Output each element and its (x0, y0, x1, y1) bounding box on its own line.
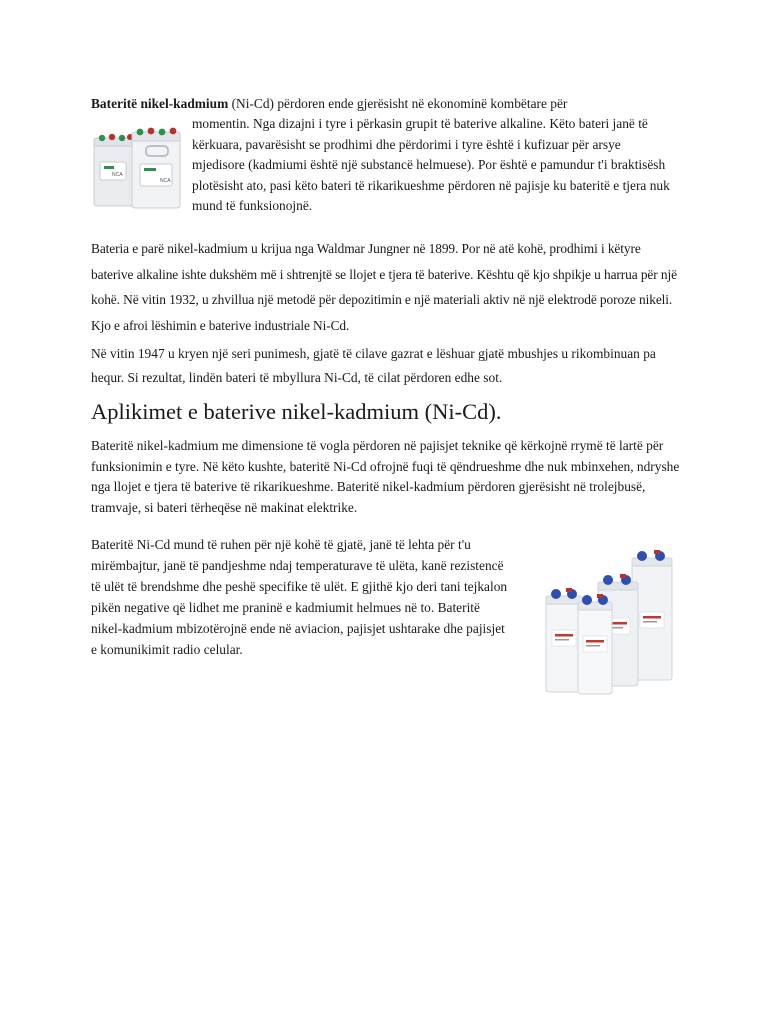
battery-pair-image (88, 124, 186, 210)
intro-continuation: momentin. Nga dizajni i tyre i përkasin grupit të baterive alkaline. Këto bateri janë të kërkuara, pavarësisht se prodhimi dhe përdorimi i tyre është i kufizuar për arsye mjedisore (kadmiumi është një substancë helmuese). Por është e pamundur t'i braktisësh plotësisht ato, pasi këto bateri të rikarikueshme përdoren në pajisje ku bateritë e tjera nuk mund të funksionojnë. (192, 116, 670, 213)
battery-cells-image (540, 548, 682, 696)
section-heading: Aplikimet e baterive nikel-kadmium (Ni-Cd). (91, 399, 502, 424)
battery-pair-illustration (88, 124, 186, 210)
intro-first-line (91, 94, 671, 115)
history-paragraph: Bateria e parë nikel-kadmium u krijua nga Waldmar Jungner në 1899. Por në atë kohë, prodhimi i këtyre baterive alkaline ishte dukshëm më i shtrenjtë se llojet e tjera të baterive. Kështu që kjo shpikje u harrua për një kohë. Në vitin 1932, u zhvillua një metodë për depozitimin e një materiali aktiv në një elektrodë poroze nikeli. Kjo e afroi lëshimin e baterive industriale Ni-Cd. (91, 241, 677, 333)
storage-paragraph: Bateritë Ni-Cd mund të ruhen për një kohë të gjatë, janë të lehta për t'u mirëmbajtur, janë të pandjeshme ndaj temperaturave të ulëta, kanë rezistencë të ulët të brendshme dhe peshë specifike të ulët. E gjithë kjo deri tani tejkalon pikën negative që lidhet me praninë e kadmiumit helmues në to. Bateritë nikel-kadmium mbizotërojnë ende në aviacion, pajisjet ushtarake dhe pajisjet e komunikimit radio celular. (91, 537, 508, 657)
applications-paragraph: Bateritë nikel-kadmium me dimensione të vogla përdoren në pajisjet teknike që kërkojnë rrymë të lartë për funksionimin e tyre. Në këto kushte, bateritë Ni-Cd ofrojnë fuqi të qëndrueshme dhe nuk mbinxehen, ndryshe nga llojet e tjera të baterive të rikarikueshme. Bateritë nikel-kadmium përdoren gjerësisht në trolejbusë, tramvaje, si bateri tërheqëse në makinat elektrike. (91, 438, 680, 515)
cell-label-right: NCA (160, 178, 171, 184)
sealed-batteries-paragraph: Në vitin 1947 u kryen një seri punimesh, gjatë të cilave gazrat e lëshuar gjatë mbushjes u rikombinuan pa hequr. Si rezultat, lindën bateri të mbyllura Ni-Cd, të cilat përdoren edhe sot. (91, 346, 656, 385)
battery-cells-illustration (540, 548, 682, 696)
cell-label-left: NCA (112, 172, 123, 178)
intro-bold-term: Bateritë nikel-kadmium (91, 96, 229, 111)
intro-first-line-text: (Ni-Cd) përdoren ende gjerësisht në ekonominë kombëtare për (228, 96, 568, 111)
